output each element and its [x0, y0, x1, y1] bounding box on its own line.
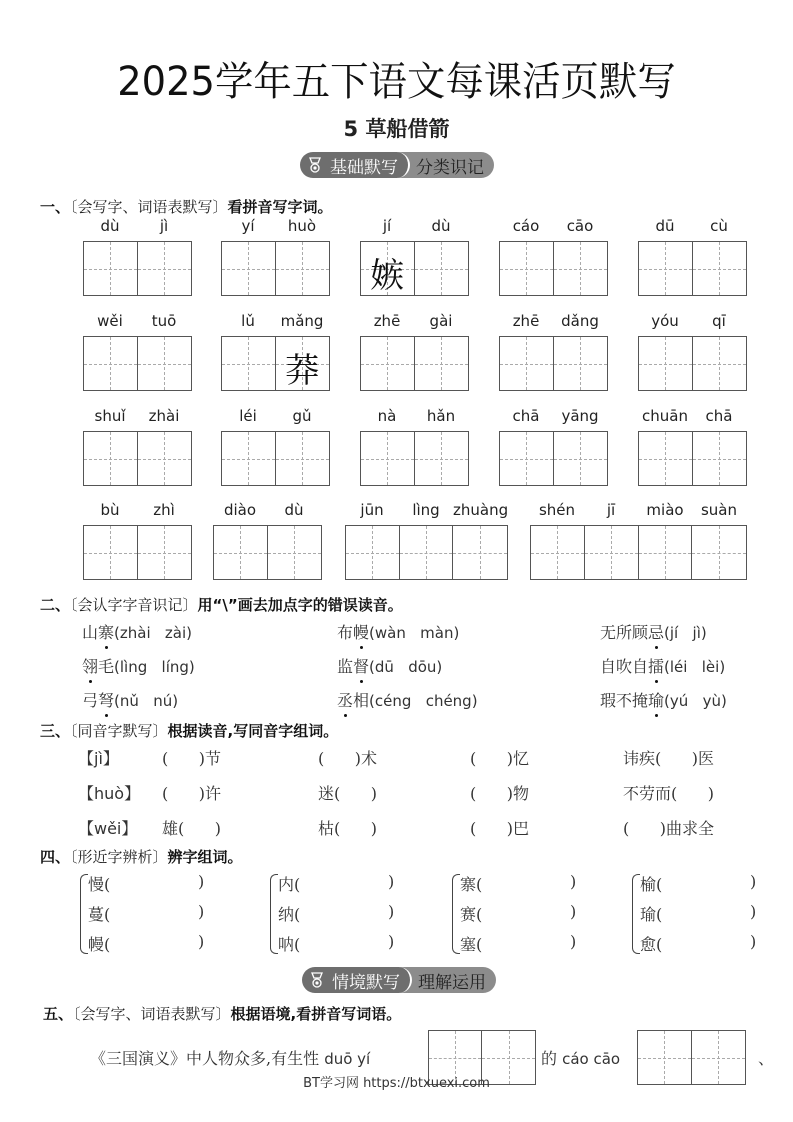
answer-grid[interactable]	[530, 525, 747, 580]
dotted-character: 擂	[648, 654, 664, 677]
prefilled-character: 莽	[285, 351, 320, 391]
pinyin-label: jì	[159, 217, 169, 235]
pinyin-label: zhài	[148, 407, 180, 425]
answer-blank-close[interactable]: )	[750, 902, 757, 921]
answer-cell[interactable]	[276, 337, 330, 390]
pinyin-label: dǎng	[561, 312, 599, 330]
answer-cell[interactable]	[138, 242, 192, 295]
pinyin-label: cù	[710, 217, 728, 235]
answer-grid[interactable]	[83, 431, 192, 486]
section-badge-context	[302, 967, 496, 993]
answer-cell[interactable]	[585, 526, 639, 579]
pinyin-options[interactable]: (yú yù)	[664, 692, 727, 710]
fill-blank-word[interactable]: 讳疾( )医	[623, 749, 715, 768]
answer-grid[interactable]	[83, 336, 192, 391]
pinyin-label: shén	[538, 501, 576, 519]
answer-grid[interactable]	[83, 525, 192, 580]
pinyin-options[interactable]: (nǔ nú)	[114, 692, 179, 710]
fill-blank-word[interactable]: ( )忆	[470, 749, 530, 768]
answer-cell[interactable]	[361, 242, 415, 295]
answer-cell[interactable]	[693, 242, 747, 295]
pinyin-label: dū	[655, 217, 675, 235]
answer-blank-close[interactable]: )	[198, 902, 205, 921]
answer-blank-close[interactable]: )	[388, 932, 395, 951]
answer-blank-close[interactable]: )	[570, 902, 577, 921]
left-brace	[632, 874, 640, 954]
pinyin-label: gǔ	[292, 407, 312, 425]
pinyin-options[interactable]: (céng chéng)	[369, 692, 478, 710]
pinyin-label: bù	[100, 501, 120, 519]
answer-cell[interactable]	[415, 337, 469, 390]
fill-blank-word[interactable]: 雄( )	[162, 819, 222, 838]
answer-cell[interactable]	[554, 337, 608, 390]
left-brace	[80, 874, 88, 954]
answer-cell[interactable]	[84, 242, 138, 295]
pinyin-label: cáo	[512, 217, 540, 235]
pinyin-label: lìng	[412, 501, 440, 519]
pronunciation-item: 瑕不掩瑜(yú yù)	[600, 688, 727, 711]
answer-cell[interactable]	[693, 337, 747, 390]
fill-blank-word[interactable]: 枯( )	[318, 819, 378, 838]
answer-cell[interactable]	[639, 432, 693, 485]
pinyin-label: suàn	[700, 501, 738, 519]
lesson-title: 5 草船借箭	[343, 117, 450, 141]
medal-icon	[308, 157, 322, 173]
answer-cell[interactable]	[138, 432, 192, 485]
pronunciation-item: 山寨(zhài zài)	[82, 620, 192, 643]
pinyin-options[interactable]: (léi lèi)	[664, 658, 726, 676]
answer-grid[interactable]	[83, 241, 192, 296]
answer-cell[interactable]	[214, 526, 268, 579]
answer-cell[interactable]	[500, 337, 554, 390]
answer-grid[interactable]	[221, 336, 330, 391]
similar-character-item: 内(	[278, 875, 301, 894]
dotted-character: 丞	[337, 688, 353, 711]
badge-sublabel: 分类识记	[416, 157, 484, 178]
pinyin-label: jí	[382, 217, 392, 235]
pinyin-label: chā	[705, 407, 733, 425]
answer-cell[interactable]	[500, 242, 554, 295]
pinyin-options[interactable]: (zhài zài)	[114, 624, 193, 642]
sound-label: 【huò】	[78, 784, 141, 803]
badge-label: 情境默写	[332, 972, 400, 993]
answer-blank-close[interactable]: )	[570, 872, 577, 891]
question-5-sentence-start: 《三国演义》中人物众多,有生性 duō yí	[90, 1049, 371, 1068]
dotted-character: 幔	[353, 620, 369, 643]
answer-cell[interactable]	[268, 526, 322, 579]
similar-character-item: 寨(	[460, 875, 483, 894]
answer-grid[interactable]	[221, 431, 330, 486]
answer-cell[interactable]	[138, 526, 192, 579]
answer-blank-close[interactable]: )	[750, 932, 757, 951]
pinyin-label: hǎn	[426, 407, 456, 425]
answer-grid[interactable]	[638, 241, 747, 296]
fill-blank-word[interactable]: 不劳而( )	[623, 784, 715, 803]
pinyin-options[interactable]: (lìng líng)	[114, 658, 195, 676]
pinyin-label: zhē	[512, 312, 540, 330]
pinyin-options[interactable]: (wàn màn)	[369, 624, 460, 642]
pinyin-label: nà	[377, 407, 397, 425]
pinyin-options[interactable]: (jí jì)	[664, 624, 707, 642]
pinyin-label: wěi	[97, 312, 123, 330]
pinyin-label: yóu	[651, 312, 679, 330]
answer-cell[interactable]	[400, 526, 454, 579]
badge-sublabel: 理解运用	[418, 972, 486, 993]
answer-cell[interactable]	[639, 337, 693, 390]
pronunciation-item: 翎毛(lìng líng)	[82, 654, 195, 677]
fill-blank-word[interactable]: ( )巴	[470, 819, 530, 838]
answer-blank-close[interactable]: )	[388, 872, 395, 891]
sound-label: 【jì】	[78, 749, 119, 768]
pinyin-label: dù	[284, 501, 304, 519]
pinyin-label: miào	[646, 501, 684, 519]
dotted-character: 督	[353, 654, 369, 677]
medal-icon	[310, 972, 324, 988]
answer-cell[interactable]	[222, 432, 276, 485]
pinyin-label: cāo	[566, 217, 594, 235]
answer-grid[interactable]	[360, 336, 469, 391]
left-brace	[452, 874, 460, 954]
question-5-sentence-end: 、	[758, 1049, 775, 1068]
pinyin-label: gài	[429, 312, 453, 330]
answer-grid[interactable]	[499, 336, 608, 391]
answer-blank-close[interactable]: )	[198, 932, 205, 951]
answer-cell[interactable]	[84, 526, 138, 579]
answer-grid[interactable]	[213, 525, 322, 580]
similar-character-item: 赛(	[460, 905, 483, 924]
pinyin-label: zhuàng	[453, 501, 509, 519]
similar-character-item: 塞(	[460, 935, 483, 954]
answer-cell[interactable]	[692, 526, 746, 579]
dotted-character: 忌	[648, 620, 664, 643]
pinyin-label: huò	[287, 217, 317, 235]
pinyin-label: tuō	[151, 312, 177, 330]
answer-cell[interactable]	[531, 526, 585, 579]
answer-cell[interactable]	[222, 242, 276, 295]
question-2-heading: 二、〔会认字字音识记〕用“\”画去加点字的错误读音。	[40, 596, 403, 614]
dotted-character: 瑜	[648, 688, 664, 711]
pinyin-label: dù	[431, 217, 451, 235]
pinyin-options[interactable]: (dū dōu)	[369, 658, 443, 676]
answer-grid[interactable]	[499, 431, 608, 486]
answer-cell[interactable]	[84, 337, 138, 390]
dotted-character: 弩	[98, 688, 114, 711]
left-brace	[270, 874, 278, 954]
pronunciation-item: 丞相(céng chéng)	[337, 688, 478, 711]
answer-cell[interactable]	[453, 526, 507, 579]
answer-cell[interactable]	[138, 337, 192, 390]
answer-cell[interactable]	[693, 432, 747, 485]
similar-character-item: 慢(	[88, 875, 111, 894]
pinyin-label: jūn	[360, 501, 384, 519]
pinyin-label: dù	[100, 217, 120, 235]
answer-grid[interactable]	[221, 241, 330, 296]
answer-cell[interactable]	[276, 242, 330, 295]
similar-character-item: 榆(	[640, 875, 663, 894]
answer-blank-close[interactable]: )	[198, 872, 205, 891]
dotted-character: 寨	[98, 620, 114, 643]
answer-cell[interactable]	[222, 337, 276, 390]
pronunciation-item: 无所顾忌(jí jì)	[600, 620, 707, 643]
sound-label: 【wěi】	[78, 819, 138, 838]
answer-grid[interactable]	[638, 336, 747, 391]
similar-character-item: 呐(	[278, 935, 301, 954]
answer-cell[interactable]	[639, 242, 693, 295]
answer-cell[interactable]	[346, 526, 400, 579]
answer-cell[interactable]	[639, 526, 693, 579]
pinyin-label: yí	[241, 217, 255, 235]
section-badge-basic	[300, 152, 494, 178]
dotted-character: 翎	[82, 654, 98, 677]
answer-cell[interactable]	[361, 432, 415, 485]
pinyin-label: chā	[512, 407, 540, 425]
fill-blank-word[interactable]: ( )术	[318, 749, 378, 768]
answer-blank-close[interactable]: )	[388, 902, 395, 921]
fill-blank-word[interactable]: ( )节	[162, 749, 222, 768]
similar-character-item: 蔓(	[88, 905, 111, 924]
pinyin-label: yāng	[561, 407, 599, 425]
page-title: 2025学年五下语文每课活页默写	[117, 59, 676, 105]
question-5-heading: 五、〔会写字、词语表默写〕根据语境,看拼音写词语。	[43, 1005, 402, 1023]
prefilled-character: 嫉	[370, 256, 405, 296]
answer-blank-close[interactable]: )	[750, 872, 757, 891]
pinyin-label: diào	[223, 501, 257, 519]
answer-cell[interactable]	[276, 432, 330, 485]
pinyin-label: chuān	[642, 407, 688, 425]
pinyin-label: jī	[606, 501, 616, 519]
pinyin-label: mǎng	[280, 312, 324, 330]
fill-blank-word[interactable]: 迷( )	[318, 784, 378, 803]
answer-cell[interactable]	[554, 242, 608, 295]
answer-grid[interactable]	[345, 525, 508, 580]
answer-grid[interactable]	[638, 431, 747, 486]
pronunciation-item: 弓弩(nǔ nú)	[82, 688, 178, 711]
pinyin-label: léi	[239, 407, 257, 425]
badge-label: 基础默写	[330, 157, 398, 178]
answer-cell[interactable]	[84, 432, 138, 485]
question-3-heading: 三、〔同音字默写〕根据读音,写同音字组词。	[40, 722, 339, 740]
similar-character-item: 幔(	[88, 935, 111, 954]
pinyin-label: qī	[712, 312, 726, 330]
pronunciation-item: 布幔(wàn màn)	[337, 620, 459, 643]
answer-blank-close[interactable]: )	[570, 932, 577, 951]
similar-character-item: 愈(	[640, 935, 663, 954]
pinyin-label: shuǐ	[94, 407, 126, 425]
pinyin-label: lǔ	[241, 312, 255, 330]
answer-cell[interactable]	[500, 432, 554, 485]
answer-cell[interactable]	[415, 242, 469, 295]
answer-cell[interactable]	[554, 432, 608, 485]
similar-character-item: 纳(	[278, 905, 301, 924]
question-5-sentence-middle: 的 cáo cāo	[541, 1049, 621, 1068]
watermark: BT学习网 https://btxuexi.com	[303, 1076, 490, 1091]
fill-blank-word[interactable]: ( )曲求全	[623, 819, 715, 838]
pronunciation-item: 自吹自擂(léi lèi)	[600, 654, 725, 677]
question-1-heading: 一、〔会写字、词语表默写〕看拼音写字词。	[40, 198, 333, 216]
answer-cell[interactable]	[361, 337, 415, 390]
pinyin-label: zhē	[373, 312, 401, 330]
answer-cell[interactable]	[415, 432, 469, 485]
fill-blank-word[interactable]: ( )许	[162, 784, 222, 803]
fill-blank-word[interactable]: ( )物	[470, 784, 530, 803]
pinyin-label: zhì	[153, 501, 175, 519]
answer-grid[interactable]	[499, 241, 608, 296]
pronunciation-item: 监督(dū dōu)	[337, 654, 442, 677]
question-4-heading: 四、〔形近字辨析〕辨字组词。	[40, 848, 243, 866]
answer-grid[interactable]	[360, 431, 469, 486]
similar-character-item: 瑜(	[640, 905, 663, 924]
answer-grid[interactable]	[360, 241, 469, 296]
